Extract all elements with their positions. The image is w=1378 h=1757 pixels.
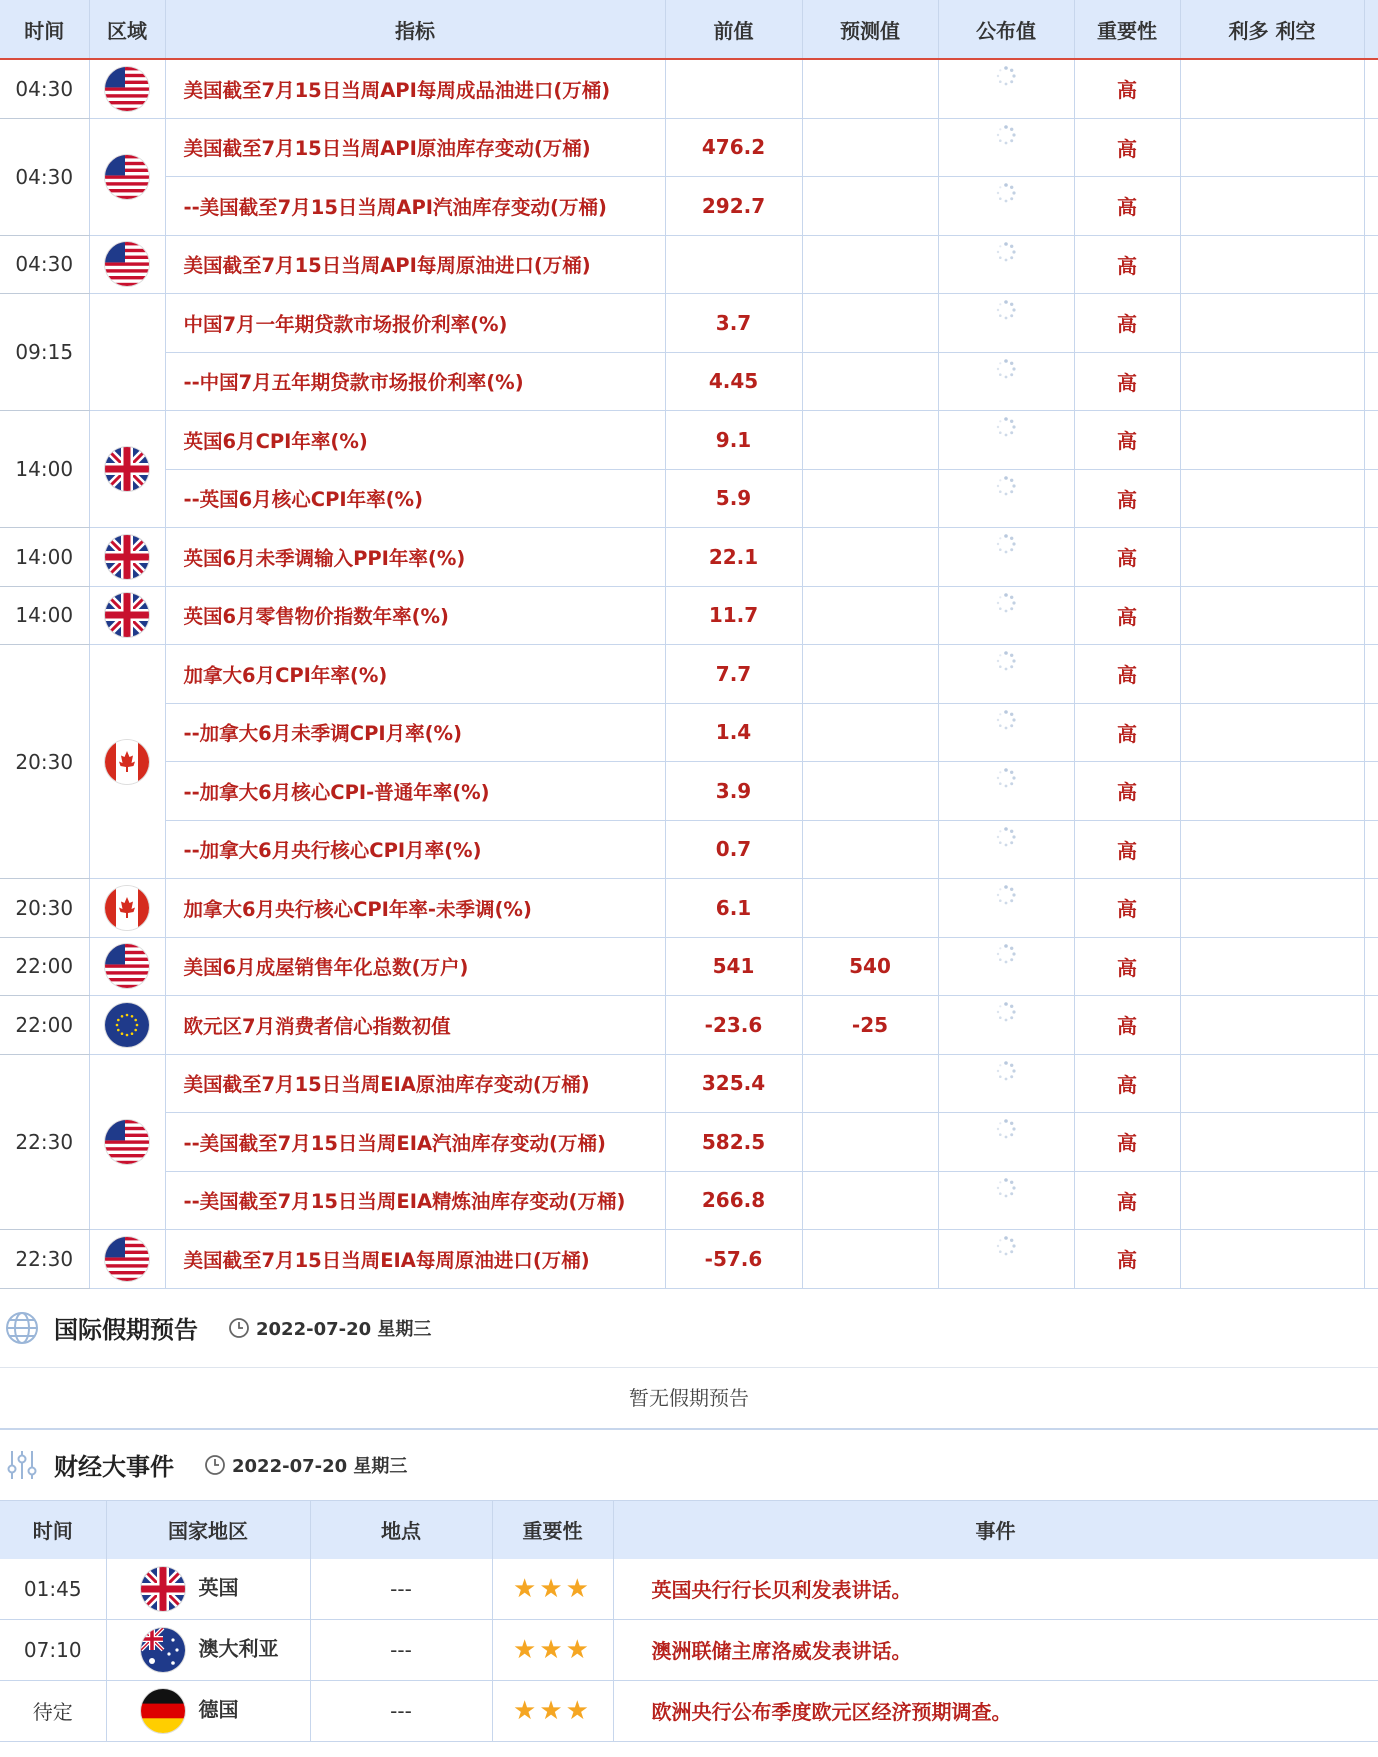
- row-forecast: [802, 645, 938, 704]
- row-indicator[interactable]: 美国截至7月15日当周EIA原油库存变动(万桶): [165, 1054, 665, 1113]
- row-previous: 0.7: [665, 820, 802, 879]
- row-importance: 高: [1074, 469, 1180, 528]
- loading-spinner-icon: [995, 475, 1017, 497]
- calendar-row[interactable]: [0, 1113, 1378, 1172]
- row-overflow: [1364, 762, 1378, 821]
- row-importance: 高: [1074, 118, 1180, 177]
- row-indicator[interactable]: 英国6月未季调输入PPI年率(%): [165, 528, 665, 587]
- row-forecast: -25: [802, 996, 938, 1055]
- row-impact: [1180, 586, 1364, 645]
- row-actual: [938, 118, 1074, 177]
- row-previous: 266.8: [665, 1171, 802, 1230]
- row-time: 04:30: [0, 59, 89, 118]
- event-country: [106, 1619, 310, 1680]
- loading-spinner-icon: [995, 416, 1017, 438]
- row-actual: [938, 59, 1074, 118]
- loading-spinner-icon: [995, 1235, 1017, 1257]
- row-forecast: 540: [802, 937, 938, 996]
- row-forecast: [802, 586, 938, 645]
- header-previous[interactable]: 前值: [665, 0, 802, 59]
- row-importance: 高: [1074, 411, 1180, 470]
- row-importance: 高: [1074, 177, 1180, 236]
- loading-spinner-icon: [995, 65, 1017, 87]
- events-table: [0, 1500, 1378, 1742]
- row-overflow: [1364, 294, 1378, 353]
- row-indicator[interactable]: --美国截至7月15日当周EIA精炼油库存变动(万桶): [165, 1171, 665, 1230]
- australia-flag-icon: [141, 1628, 185, 1672]
- globe-icon: [4, 1310, 40, 1346]
- calendar-row[interactable]: [0, 469, 1378, 528]
- row-region: [89, 294, 165, 411]
- row-time: 09:15: [0, 294, 89, 411]
- row-impact: [1180, 528, 1364, 587]
- row-region: [89, 996, 165, 1055]
- row-overflow: [1364, 1171, 1378, 1230]
- row-importance: 高: [1074, 1054, 1180, 1113]
- row-importance: 高: [1074, 294, 1180, 353]
- row-time: 22:30: [0, 1054, 89, 1230]
- row-previous: 3.7: [665, 294, 802, 353]
- loading-spinner-icon: [995, 533, 1017, 555]
- loading-spinner-icon: [995, 1118, 1017, 1140]
- row-overflow: [1364, 235, 1378, 294]
- row-forecast: [802, 1054, 938, 1113]
- row-forecast: [802, 879, 938, 938]
- row-overflow: [1364, 586, 1378, 645]
- row-overflow: [1364, 411, 1378, 470]
- header-time[interactable]: 时间: [0, 0, 89, 59]
- row-previous: [665, 59, 802, 118]
- calendar-row[interactable]: [0, 937, 1378, 996]
- row-impact: [1180, 411, 1364, 470]
- loading-spinner-icon: [995, 767, 1017, 789]
- uk-flag-icon: [105, 535, 149, 579]
- row-forecast: [802, 59, 938, 118]
- loading-spinner-icon: [995, 884, 1017, 906]
- event-importance: [492, 1619, 613, 1680]
- row-impact: [1180, 118, 1364, 177]
- loading-spinner-icon: [995, 943, 1017, 965]
- row-forecast: [802, 528, 938, 587]
- calendar-row[interactable]: [0, 703, 1378, 762]
- row-importance: 高: [1074, 1171, 1180, 1230]
- row-impact: [1180, 937, 1364, 996]
- row-indicator[interactable]: --加拿大6月央行核心CPI月率(%): [165, 820, 665, 879]
- row-impact: [1180, 177, 1364, 236]
- row-importance: 高: [1074, 1113, 1180, 1172]
- holiday-empty-note: 暂无假期预告: [0, 1368, 1378, 1430]
- event-time: 07:10: [0, 1619, 106, 1680]
- calendar-row[interactable]: [0, 586, 1378, 645]
- loading-spinner-icon: [995, 241, 1017, 263]
- calendar-row[interactable]: [0, 235, 1378, 294]
- row-forecast: [802, 703, 938, 762]
- row-importance: 高: [1074, 996, 1180, 1055]
- uk-flag-icon: [141, 1567, 185, 1611]
- loading-spinner-icon: [995, 709, 1017, 731]
- row-overflow: [1364, 937, 1378, 996]
- row-indicator[interactable]: --加拿大6月核心CPI-普通年率(%): [165, 762, 665, 821]
- header-actual[interactable]: 公布值: [938, 0, 1074, 59]
- row-actual: [938, 411, 1074, 470]
- us-flag-icon: [105, 944, 149, 988]
- row-actual: [938, 645, 1074, 704]
- holiday-section-date: 2022-07-20 星期三: [256, 1318, 432, 1340]
- row-region: [89, 645, 165, 879]
- row-time: 22:30: [0, 1230, 89, 1289]
- row-actual: [938, 528, 1074, 587]
- row-impact: [1180, 352, 1364, 411]
- row-importance: 高: [1074, 762, 1180, 821]
- canada-flag-icon: [105, 740, 149, 784]
- row-indicator[interactable]: 美国截至7月15日当周EIA每周原油进口(万桶): [165, 1230, 665, 1289]
- holiday-section-title: 国际假期预告: [54, 1316, 198, 1344]
- row-impact: [1180, 294, 1364, 353]
- row-previous: 325.4: [665, 1054, 802, 1113]
- row-importance: 高: [1074, 352, 1180, 411]
- star-rating-icon: ★★★: [513, 1634, 592, 1665]
- row-time: 14:00: [0, 411, 89, 528]
- us-flag-icon: [105, 242, 149, 286]
- row-overflow: [1364, 352, 1378, 411]
- event-importance: [492, 1559, 613, 1620]
- calendar-row[interactable]: [0, 411, 1378, 470]
- calendar-row[interactable]: [0, 177, 1378, 236]
- header-importance[interactable]: 重要性: [1074, 0, 1180, 59]
- row-region: [89, 528, 165, 587]
- us-flag-icon: [105, 155, 149, 199]
- row-time: 20:30: [0, 879, 89, 938]
- event-country-name: 澳大利亚: [198, 1636, 279, 1660]
- row-indicator[interactable]: --中国7月五年期贷款市场报价利率(%): [165, 352, 665, 411]
- events-header-country[interactable]: 国家地区: [106, 1500, 310, 1559]
- row-previous: 5.9: [665, 469, 802, 528]
- row-forecast: [802, 762, 938, 821]
- row-actual: [938, 879, 1074, 938]
- event-time: 01:45: [0, 1559, 106, 1620]
- row-forecast: [802, 118, 938, 177]
- row-indicator[interactable]: --加拿大6月未季调CPI月率(%): [165, 703, 665, 762]
- row-indicator[interactable]: 美国截至7月15日当周API每周成品油进口(万桶): [165, 59, 665, 118]
- event-importance: [492, 1680, 613, 1741]
- star-rating-icon: ★★★: [513, 1695, 592, 1726]
- calendar-row[interactable]: [0, 1171, 1378, 1230]
- row-region: [89, 59, 165, 118]
- row-overflow: [1364, 879, 1378, 938]
- row-importance: 高: [1074, 703, 1180, 762]
- row-overflow: [1364, 118, 1378, 177]
- uk-flag-icon: [105, 593, 149, 637]
- row-impact: [1180, 1054, 1364, 1113]
- events-header-event[interactable]: 事件: [613, 1500, 1378, 1559]
- row-overflow: [1364, 820, 1378, 879]
- row-region: [89, 586, 165, 645]
- row-overflow: [1364, 1230, 1378, 1289]
- row-region: [89, 235, 165, 294]
- row-time: 20:30: [0, 645, 89, 879]
- row-importance: 高: [1074, 528, 1180, 587]
- row-impact: [1180, 879, 1364, 938]
- row-importance: 高: [1074, 586, 1180, 645]
- row-region: [89, 118, 165, 235]
- holiday-section-header: [0, 1289, 1378, 1368]
- calendar-row[interactable]: [0, 118, 1378, 177]
- row-overflow: [1364, 469, 1378, 528]
- calendar-body: [0, 59, 1378, 1288]
- calendar-row[interactable]: [0, 820, 1378, 879]
- row-indicator[interactable]: 加拿大6月央行核心CPI年率-未季调(%): [165, 879, 665, 938]
- row-actual: [938, 762, 1074, 821]
- event-time: 待定: [0, 1680, 106, 1741]
- row-overflow: [1364, 1113, 1378, 1172]
- loading-spinner-icon: [995, 1001, 1017, 1023]
- row-region: [89, 1054, 165, 1230]
- row-impact: [1180, 1171, 1364, 1230]
- events-section-date: 2022-07-20 星期三: [232, 1455, 408, 1477]
- row-overflow: [1364, 645, 1378, 704]
- events-body: [0, 1559, 1378, 1742]
- row-importance: 高: [1074, 879, 1180, 938]
- event-row[interactable]: [0, 1559, 1378, 1620]
- row-actual: [938, 352, 1074, 411]
- us-flag-icon: [105, 67, 149, 111]
- row-previous: 22.1: [665, 528, 802, 587]
- event-location: ---: [310, 1619, 492, 1680]
- row-time: 04:30: [0, 118, 89, 235]
- loading-spinner-icon: [995, 358, 1017, 380]
- calendar-row[interactable]: [0, 879, 1378, 938]
- event-description[interactable]: 英国央行行长贝利发表讲话。: [613, 1559, 1378, 1620]
- loading-spinner-icon: [995, 592, 1017, 614]
- row-indicator[interactable]: 加拿大6月CPI年率(%): [165, 645, 665, 704]
- row-actual: [938, 703, 1074, 762]
- us-flag-icon: [105, 1120, 149, 1164]
- row-previous: 582.5: [665, 1113, 802, 1172]
- row-actual: [938, 1230, 1074, 1289]
- row-impact: [1180, 59, 1364, 118]
- row-time: 22:00: [0, 996, 89, 1055]
- row-forecast: [802, 1171, 938, 1230]
- event-description[interactable]: 澳洲联储主席洛威发表讲话。: [613, 1619, 1378, 1680]
- calendar-row[interactable]: [0, 528, 1378, 587]
- row-overflow: [1364, 59, 1378, 118]
- row-importance: 高: [1074, 59, 1180, 118]
- germany-flag-icon: [141, 1689, 185, 1733]
- row-indicator[interactable]: 欧元区7月消费者信心指数初值: [165, 996, 665, 1055]
- row-previous: 541: [665, 937, 802, 996]
- row-forecast: [802, 352, 938, 411]
- row-time: 22:00: [0, 937, 89, 996]
- row-previous: 11.7: [665, 586, 802, 645]
- row-forecast: [802, 411, 938, 470]
- events-section-title: 财经大事件: [54, 1453, 174, 1481]
- row-time: 14:00: [0, 586, 89, 645]
- row-actual: [938, 937, 1074, 996]
- row-impact: [1180, 235, 1364, 294]
- row-previous: 1.4: [665, 703, 802, 762]
- row-importance: 高: [1074, 937, 1180, 996]
- calendar-row[interactable]: [0, 294, 1378, 353]
- event-country: [106, 1680, 310, 1741]
- row-impact: [1180, 1230, 1364, 1289]
- row-actual: [938, 469, 1074, 528]
- header-impact[interactable]: 利多 利空: [1180, 0, 1364, 59]
- row-overflow: [1364, 528, 1378, 587]
- loading-spinner-icon: [995, 299, 1017, 321]
- loading-spinner-icon: [995, 650, 1017, 672]
- calendar-row[interactable]: [0, 59, 1378, 118]
- calendar-row[interactable]: [0, 762, 1378, 821]
- row-overflow: [1364, 1054, 1378, 1113]
- row-importance: 高: [1074, 645, 1180, 704]
- row-forecast: [802, 235, 938, 294]
- calendar-row[interactable]: [0, 352, 1378, 411]
- loading-spinner-icon: [995, 182, 1017, 204]
- calendar-row[interactable]: [0, 645, 1378, 704]
- event-location: ---: [310, 1559, 492, 1620]
- eu-flag-icon: [105, 1003, 149, 1047]
- row-previous: 9.1: [665, 411, 802, 470]
- row-previous: 476.2: [665, 118, 802, 177]
- row-region: [89, 879, 165, 938]
- calendar-row[interactable]: [0, 1230, 1378, 1289]
- header-indicator[interactable]: 指标: [165, 0, 665, 59]
- row-time: 14:00: [0, 528, 89, 587]
- row-forecast: [802, 1230, 938, 1289]
- row-region: [89, 937, 165, 996]
- row-impact: [1180, 469, 1364, 528]
- row-overflow: [1364, 703, 1378, 762]
- event-row[interactable]: [0, 1619, 1378, 1680]
- loading-spinner-icon: [995, 124, 1017, 146]
- row-forecast: [802, 1113, 938, 1172]
- header-region[interactable]: 区域: [89, 0, 165, 59]
- row-impact: [1180, 996, 1364, 1055]
- row-forecast: [802, 469, 938, 528]
- row-importance: 高: [1074, 820, 1180, 879]
- calendar-row[interactable]: [0, 996, 1378, 1055]
- row-previous: -57.6: [665, 1230, 802, 1289]
- row-actual: [938, 1113, 1074, 1172]
- row-actual: [938, 177, 1074, 236]
- row-actual: [938, 586, 1074, 645]
- row-previous: [665, 235, 802, 294]
- us-flag-icon: [105, 1237, 149, 1281]
- event-row[interactable]: [0, 1680, 1378, 1741]
- uk-flag-icon: [105, 447, 149, 491]
- row-impact: [1180, 645, 1364, 704]
- row-previous: 4.45: [665, 352, 802, 411]
- event-country-name: 英国: [198, 1575, 239, 1599]
- row-previous: -23.6: [665, 996, 802, 1055]
- row-indicator[interactable]: 美国截至7月15日当周API原油库存变动(万桶): [165, 118, 665, 177]
- row-impact: [1180, 762, 1364, 821]
- row-previous: 3.9: [665, 762, 802, 821]
- events-section-header: [0, 1430, 1378, 1500]
- row-indicator[interactable]: 美国截至7月15日当周API每周原油进口(万桶): [165, 235, 665, 294]
- row-forecast: [802, 294, 938, 353]
- row-forecast: [802, 820, 938, 879]
- event-country-name: 德国: [198, 1697, 239, 1721]
- row-actual: [938, 294, 1074, 353]
- events-header-row: [0, 1500, 1378, 1559]
- sliders-icon: [4, 1447, 40, 1483]
- row-impact: [1180, 1113, 1364, 1172]
- clock-icon: [228, 1317, 250, 1339]
- row-impact: [1180, 703, 1364, 762]
- event-country: [106, 1559, 310, 1620]
- clock-icon: [204, 1454, 226, 1476]
- row-region: [89, 1230, 165, 1289]
- row-indicator[interactable]: 美国6月成屋销售年化总数(万户): [165, 937, 665, 996]
- canada-flag-icon: [105, 886, 149, 930]
- row-actual: [938, 1054, 1074, 1113]
- row-indicator[interactable]: 中国7月一年期贷款市场报价利率(%): [165, 294, 665, 353]
- row-indicator[interactable]: --美国截至7月15日当周API汽油库存变动(万桶): [165, 177, 665, 236]
- row-time: 04:30: [0, 235, 89, 294]
- event-description[interactable]: 欧洲央行公布季度欧元区经济预期调查。: [613, 1680, 1378, 1741]
- calendar-header-row: [0, 0, 1378, 59]
- loading-spinner-icon: [995, 1060, 1017, 1082]
- loading-spinner-icon: [995, 826, 1017, 848]
- row-actual: [938, 235, 1074, 294]
- row-region: [89, 411, 165, 528]
- row-indicator[interactable]: 英国6月零售物价指数年率(%): [165, 586, 665, 645]
- row-previous: 7.7: [665, 645, 802, 704]
- row-indicator[interactable]: --英国6月核心CPI年率(%): [165, 469, 665, 528]
- row-actual: [938, 1171, 1074, 1230]
- events-header-time[interactable]: 时间: [0, 1500, 106, 1559]
- star-rating-icon: ★★★: [513, 1573, 592, 1604]
- row-previous: 292.7: [665, 177, 802, 236]
- header-overflow: [1364, 0, 1378, 59]
- events-header-importance[interactable]: 重要性: [492, 1500, 613, 1559]
- event-location: ---: [310, 1680, 492, 1741]
- row-overflow: [1364, 996, 1378, 1055]
- loading-spinner-icon: [995, 1177, 1017, 1199]
- row-indicator[interactable]: 英国6月CPI年率(%): [165, 411, 665, 470]
- row-previous: 6.1: [665, 879, 802, 938]
- row-indicator[interactable]: --美国截至7月15日当周EIA汽油库存变动(万桶): [165, 1113, 665, 1172]
- header-forecast[interactable]: 预测值: [802, 0, 938, 59]
- row-importance: 高: [1074, 235, 1180, 294]
- row-impact: [1180, 820, 1364, 879]
- row-actual: [938, 996, 1074, 1055]
- calendar-row[interactable]: [0, 1054, 1378, 1113]
- row-overflow: [1364, 177, 1378, 236]
- row-forecast: [802, 177, 938, 236]
- events-header-location[interactable]: 地点: [310, 1500, 492, 1559]
- row-actual: [938, 820, 1074, 879]
- row-importance: 高: [1074, 1230, 1180, 1289]
